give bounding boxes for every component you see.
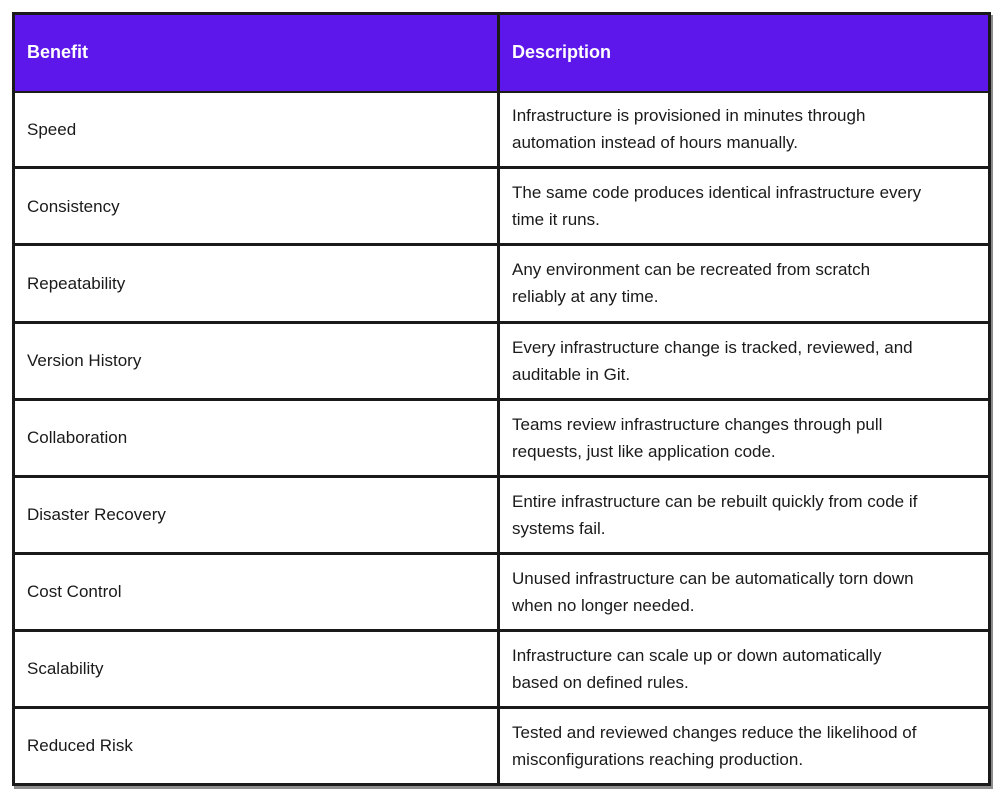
benefit-cell: Reduced Risk [14, 707, 499, 784]
table-row [14, 476, 990, 553]
description-text: The same code produces identical infrastructure every time it runs. [512, 183, 922, 230]
table-row [14, 245, 990, 322]
description-text: Every infrastructure change is tracked, reviewed, and auditable in Git. [512, 337, 913, 384]
description-cell [499, 168, 990, 245]
table-row [14, 322, 990, 399]
description-cell [499, 476, 990, 553]
benefit-cell: Collaboration [14, 399, 499, 476]
benefit-cell: Repeatability [14, 245, 499, 322]
description-text: Tested and reviewed changes reduce the likelihood of misconfigurations reaching production. [512, 722, 917, 769]
column-header-description: Description [499, 14, 990, 92]
table-row [14, 553, 990, 630]
benefits-table [12, 12, 991, 786]
description-cell [499, 245, 990, 322]
header-row [14, 14, 990, 92]
table-row [14, 399, 990, 476]
benefit-cell: Cost Control [14, 553, 499, 630]
description-cell [499, 553, 990, 630]
description-cell [499, 707, 990, 784]
benefit-cell: Consistency [14, 168, 499, 245]
table-header [14, 14, 990, 92]
benefit-cell: Scalability [14, 630, 499, 707]
table-row [14, 92, 990, 168]
description-cell [499, 92, 990, 168]
description-cell [499, 399, 990, 476]
description-text: Unused infrastructure can be automatically torn down when no longer needed. [512, 568, 914, 615]
benefit-cell: Version History [14, 322, 499, 399]
table-row [14, 168, 990, 245]
table-row [14, 707, 990, 784]
description-text: Any environment can be recreated from scratch reliably at any time. [512, 260, 871, 307]
table-row [14, 630, 990, 707]
description-text: Teams review infrastructure changes through pull requests, just like application code. [512, 414, 883, 461]
benefit-cell: Speed [14, 92, 499, 168]
table-body [14, 92, 990, 785]
description-text: Entire infrastructure can be rebuilt quickly from code if systems fail. [512, 491, 918, 538]
benefit-cell: Disaster Recovery [14, 476, 499, 553]
description-cell [499, 630, 990, 707]
description-text: Infrastructure can scale up or down automatically based on defined rules. [512, 645, 882, 692]
description-text: Infrastructure is provisioned in minutes through automation instead of hours manually. [512, 106, 866, 153]
description-cell [499, 322, 990, 399]
column-header-benefit: Benefit [14, 14, 499, 92]
